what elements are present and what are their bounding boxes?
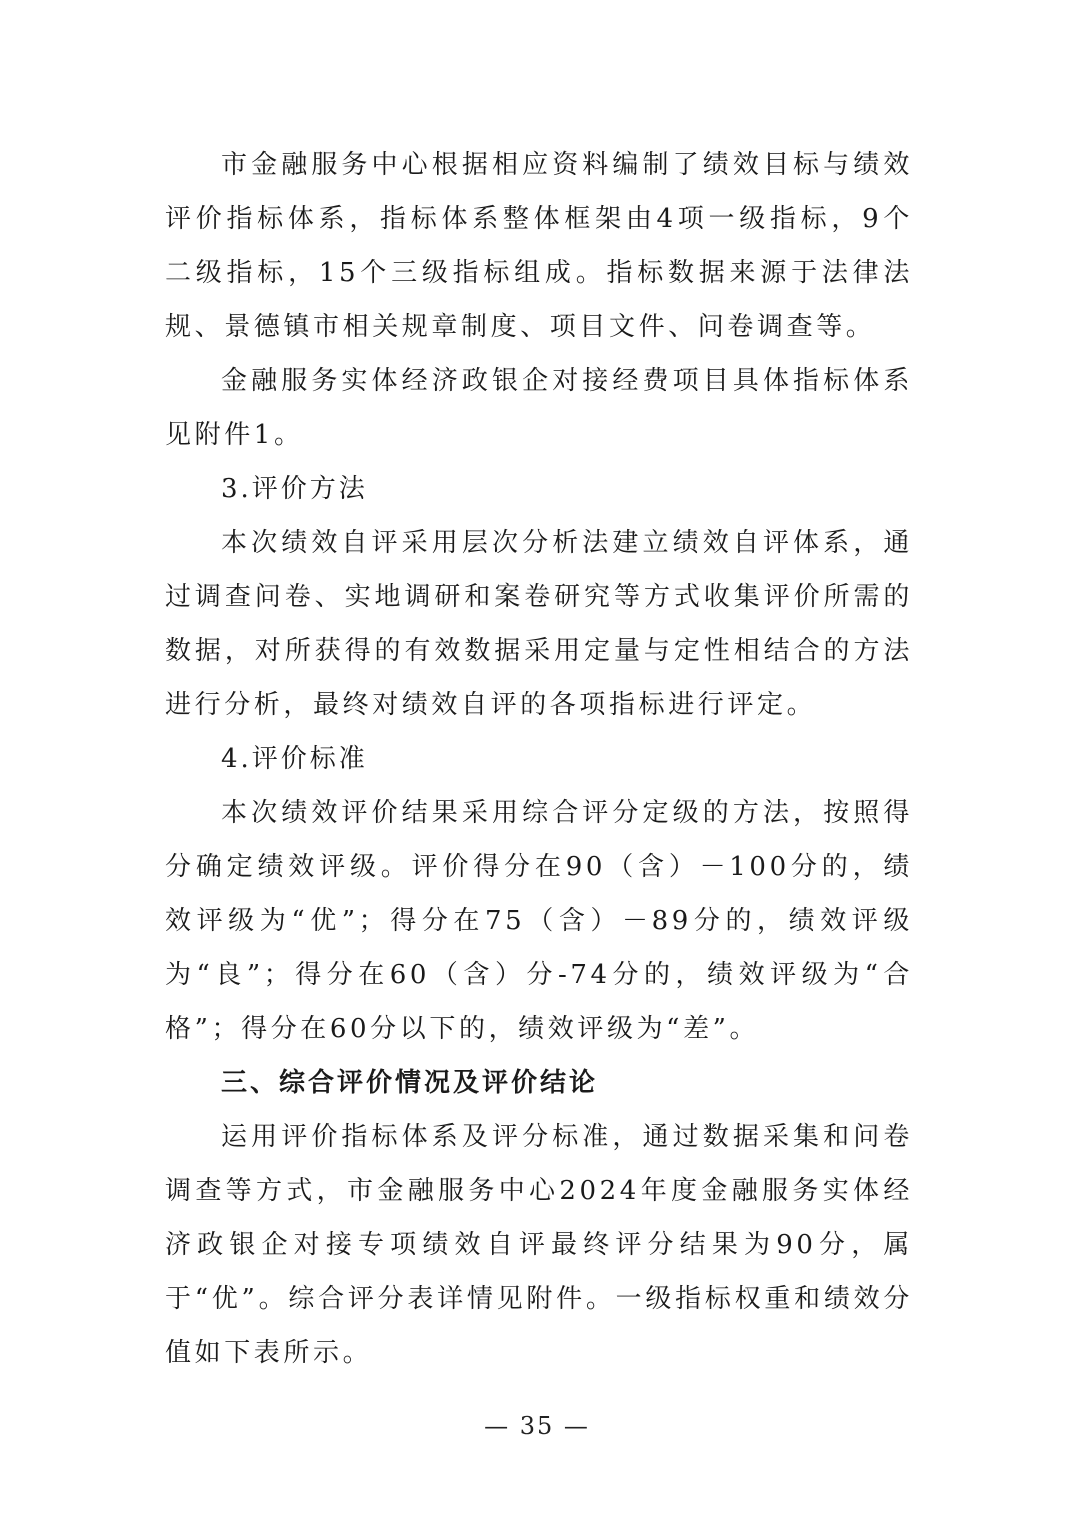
- paragraph-indicator-system: 市金融服务中心根据相应资料编制了绩效目标与绩效评价指标体系，指标体系整体框架由4项一级指标，9个二级指标，15个三级指标组成。指标数据来源于法律法规、景德镇市相关规章制度、项目文件、问卷调查等。: [165, 150, 913, 342]
- paragraph-evaluation-standard: 本次绩效评价结果采用综合评分定级的方法，按照得分确定绩效评级。评价得分在90（含）－100分的，绩效评级为“优”；得分在75（含）－89分的，绩效评级为“良”；得分在60（含）分-74分的，绩效评级为“合格”；得分在60分以下的，绩效评级为“差”。: [165, 798, 913, 1044]
- paragraph-attachment-reference: 金融服务实体经济政银企对接经费项目具体指标体系见附件1。: [165, 366, 913, 450]
- heading-evaluation-method: 3.评价方法: [221, 474, 368, 504]
- paragraph-conclusion: 运用评价指标体系及评分标准，通过数据采集和问卷调查等方式，市金融服务中心2024年度金融服务实体经济政银企对接专项绩效自评最终评分结果为90分，属于“优”。综合评分表详情见附件。一级指标权重和绩效分值如下表所示。: [165, 1122, 914, 1368]
- paragraph-evaluation-method: 本次绩效自评采用层次分析法建立绩效自评体系，通过调查问卷、实地调研和案卷研究等方式收集评价所需的数据，对所获得的有效数据采用定量与定性相结合的方法进行分析，最终对绩效自评的各项指标进行评定。: [165, 528, 913, 720]
- body-text: [165, 138, 913, 1380]
- section-heading-conclusion: 三、综合评价情况及评价结论: [221, 1068, 599, 1098]
- page-number: — 35 —: [484, 1412, 590, 1440]
- heading-evaluation-standard: 4.评价标准: [221, 744, 368, 774]
